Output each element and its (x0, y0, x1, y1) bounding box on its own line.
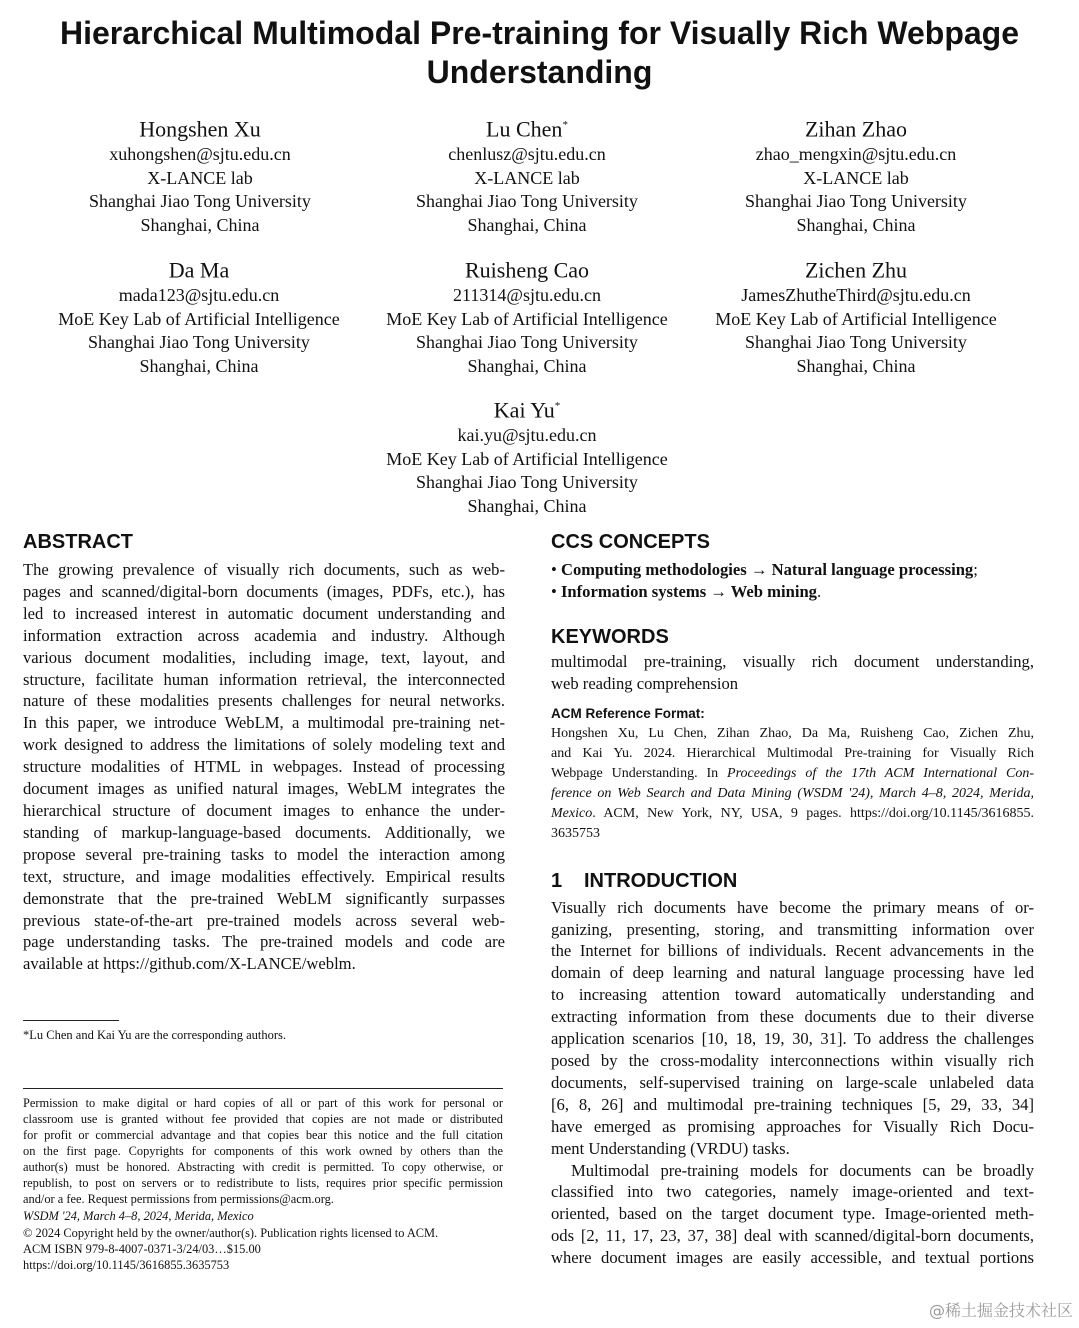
abstract-line: In this paper, we introduce WebLM, a multimodal pre-training net- (23, 713, 505, 733)
intro-line: ods [2, 11, 17, 23, 37, 38] deal with scanned/digital-born documents, (551, 1226, 1034, 1246)
title-line-1: Hierarchical Multimodal Pre-training for Visually Rich Webpage (59, 15, 1020, 51)
author-block (30, 112, 370, 237)
corresponding-author-footnote: *Lu Chen and Kai Yu are the corresponding authors. (23, 1028, 287, 1042)
reference-line: Mexico. ACM, New York, NY, USA, 9 pages. https://doi.org/10.1145/3616855. (551, 805, 1034, 821)
abstract-body (23, 559, 505, 975)
intro-line: classified into two categories, namely image-oriented and text- (551, 1182, 1034, 1202)
abstract-heading: ABSTRACT (23, 531, 133, 553)
author-affiliation: MoE Key Lab of Artificial Intelligence (715, 308, 997, 329)
copyright-line: © 2024 Copyright held by the owner/author(s). Publication rights licensed to ACM. (23, 1226, 439, 1240)
author-email: chenlusz@sjtu.edu.cn (448, 144, 606, 165)
abstract-line: information extraction across academia and industry. Although (23, 625, 505, 645)
abstract-line: document images as unified natural images, WebLM integrates the (23, 779, 505, 799)
intro-line: documents, self-supervised training on large-scale unlabeled data (551, 1072, 1034, 1092)
author-affiliation: X-LANCE lab (474, 167, 580, 188)
introduction-heading (551, 868, 1034, 894)
abstract-line: page understanding tasks. The pre-trained models and code are (23, 932, 505, 952)
permission-line: classroom use is granted without fee provided that copies are not made or distributed (23, 1112, 503, 1126)
author-university: Shanghai Jiao Tong University (745, 191, 967, 212)
doi-line: https://doi.org/10.1145/3616855.3635753 (23, 1258, 230, 1272)
author-university: Shanghai Jiao Tong University (89, 191, 311, 212)
venue-line: WSDM '24, March 4–8, 2024, Merida, Mexico (23, 1209, 254, 1223)
author-name: Zihan Zhao (804, 116, 908, 142)
footnote-rule (23, 1020, 119, 1021)
intro-line: domain of deep learning and natural language processing have led (551, 963, 1034, 983)
abstract-line: nature of these modalities presents challenges for neural networks. (23, 691, 505, 711)
acm-reference (551, 704, 1034, 844)
section-title: INTRODUCTION (584, 869, 738, 892)
ccs-item: • Information systems → Web mining. (551, 581, 822, 601)
abstract-line: previous state-of-the-art pre-trained models across several web- (23, 910, 505, 930)
permission-line: Permission to make digital or hard copies of all or part of this work for personal or (23, 1096, 503, 1110)
author-affiliation: X-LANCE lab (147, 167, 253, 188)
author-location: Shanghai, China (796, 355, 916, 376)
author-name: Da Ma (168, 257, 230, 283)
author-name: Zichen Zhu (804, 257, 908, 283)
ccs-item: • Computing methodologies → Natural language processing; (551, 560, 978, 579)
abstract-line: text, structure, and image modalities effectively. Empirical results (23, 866, 505, 886)
permission-line: author(s) must be honored. Abstracting with credit is permitted. To copy otherwise, or (23, 1160, 503, 1174)
author-affiliation: MoE Key Lab of Artificial Intelligence (58, 308, 340, 329)
abstract-line: demonstrate that the pre-trained WebLM significantly surpasses (23, 888, 505, 908)
abstract-line: propose several pre-training tasks to model the interaction among (23, 844, 505, 864)
intro-line: Multimodal pre-training models for documents can be broadly (571, 1160, 1034, 1180)
author-email: zhao_mengxin@sjtu.edu.cn (755, 144, 957, 165)
keywords-heading: KEYWORDS (551, 625, 669, 648)
ccs-heading: CCS CONCEPTS (551, 531, 710, 553)
author-university: Shanghai Jiao Tong University (416, 332, 638, 353)
right-column (551, 529, 1034, 1269)
intro-line: ment Understanding (VRDU) tasks. (551, 1138, 790, 1158)
site-watermark: @稀土掘金技术社区 (928, 1301, 1073, 1320)
author-affiliation: MoE Key Lab of Artificial Intelligence (386, 308, 668, 329)
author-location: Shanghai, China (139, 355, 259, 376)
section-number: 1 (551, 869, 563, 892)
author-email: xuhongshen@sjtu.edu.cn (109, 144, 291, 165)
abstract-line: structure, facilitate human information retrieval, the interconnected (23, 669, 505, 689)
abstract-line: various document modalities, including image, text, layout, and (23, 647, 505, 667)
permission-line: republish, to post on servers or to redistribute to lists, requires prior specific permission (23, 1176, 503, 1190)
intro-line: ganizing, presenting, storing, and transmitting information over (551, 919, 1034, 939)
permission-line: and/or a fee. Request permissions from permissions@acm.org. (23, 1192, 334, 1206)
author-name: Ruisheng Cao (464, 257, 590, 283)
author-email: 211314@sjtu.edu.cn (453, 285, 601, 306)
author-university: Shanghai Jiao Tong University (745, 332, 967, 353)
title-line-2: Understanding (426, 54, 653, 90)
keywords-body (551, 651, 1034, 695)
intro-line: where document images are easily accessible, and textual portions (551, 1248, 1034, 1268)
abstract-section (23, 529, 505, 975)
paper-title (0, 14, 1079, 92)
author-email: mada123@sjtu.edu.cn (118, 285, 280, 306)
author-affiliation: X-LANCE lab (803, 167, 909, 188)
author-block (29, 253, 369, 378)
abstract-line: The growing prevalence of visually rich documents, such as web- (23, 560, 505, 579)
intro-line: the Internet for billions of individuals. Recent advancements in the (551, 941, 1034, 961)
abstract-line: pages and scanned/digital-born documents (images, PDFs, etc.), has (23, 581, 505, 601)
abstract-line: led to increased interest in automatic document understanding and (23, 603, 505, 623)
abstract-line: standing of markup-language-based documents. Additionally, we (23, 822, 505, 842)
intro-line: extracting information from these documents due to their diverse (551, 1007, 1034, 1027)
permission-block (23, 1095, 503, 1273)
permission-rule (23, 1088, 503, 1089)
author-name: Kai Yu* (493, 397, 561, 423)
permission-line: on the first page. Copyrights for components of this work owned by others than the (23, 1144, 503, 1158)
keywords-line: web reading comprehension (551, 673, 739, 693)
reference-line: Webpage Understanding. In Proceedings of the 17th ACM International Con- (551, 765, 1034, 781)
author-university: Shanghai Jiao Tong University (416, 472, 638, 493)
author-name: Hongshen Xu (139, 116, 261, 142)
ccs-list (551, 559, 1034, 603)
author-block (357, 253, 697, 378)
intro-line: application scenarios [10, 18, 19, 30, 31]. To address the challenges (551, 1029, 1034, 1049)
intro-line: Visually rich documents have become the primary means of or- (551, 897, 1034, 917)
abstract-line: structure modalities of HTML in webpages. Instead of processing (23, 757, 505, 777)
author-block (357, 112, 697, 237)
intro-line: oriented, based on the target document type. Image-oriented meth- (551, 1204, 1034, 1224)
author-email: kai.yu@sjtu.edu.cn (457, 425, 597, 446)
abstract-line: available at https://github.com/X-LANCE/weblm. (23, 954, 356, 974)
introduction-body (551, 897, 1034, 1269)
abstract-line: work designed to address the limitations of solely modeling text and (23, 735, 505, 755)
intro-line: posed by the cross-modality interconnections within visually rich (551, 1050, 1034, 1070)
author-location: Shanghai, China (467, 214, 587, 235)
permission-line: for profit or commercial advantage and that copies bear this notice and the full citation (23, 1128, 503, 1142)
author-affiliation: MoE Key Lab of Artificial Intelligence (386, 448, 668, 469)
author-block (686, 253, 1026, 378)
author-email: JamesZhutheThird@sjtu.edu.cn (741, 285, 971, 306)
isbn-line: ACM ISBN 979-8-4007-0371-3/24/03…$15.00 (23, 1242, 261, 1256)
reference-line: 3635753 (551, 825, 600, 841)
keywords-line: multimodal pre-training, visually rich document understanding, (551, 651, 1034, 671)
reference-line: and Kai Yu. 2024. Hierarchical Multimodal Pre-training for Visually Rich (551, 745, 1034, 761)
author-block (686, 112, 1026, 237)
reference-line: Hongshen Xu, Lu Chen, Zihan Zhao, Da Ma, Ruisheng Cao, Zichen Zhu, (551, 725, 1034, 741)
reference-line: ference on Web Search and Data Mining (WSDM '24), March 4–8, 2024, Merida, (551, 785, 1034, 801)
author-location: Shanghai, China (140, 214, 260, 235)
author-location: Shanghai, China (467, 495, 587, 516)
author-university: Shanghai Jiao Tong University (416, 191, 638, 212)
author-university: Shanghai Jiao Tong University (88, 332, 310, 353)
intro-line: to increasing attention toward automatically understanding and (551, 985, 1034, 1005)
abstract-line: hierarchical structure of document images to enhance the under- (23, 800, 505, 820)
intro-line: have emerged as promising approaches for Visually Rich Docu- (551, 1116, 1034, 1136)
reference-heading: ACM Reference Format: (551, 705, 705, 721)
author-location: Shanghai, China (467, 355, 587, 376)
author-location: Shanghai, China (796, 214, 916, 235)
intro-line: [6, 8, 26] and multimodal pre-training techniques [5, 29, 33, 34] (551, 1094, 1034, 1114)
author-block (357, 393, 697, 518)
author-name: Lu Chen* (486, 116, 568, 142)
